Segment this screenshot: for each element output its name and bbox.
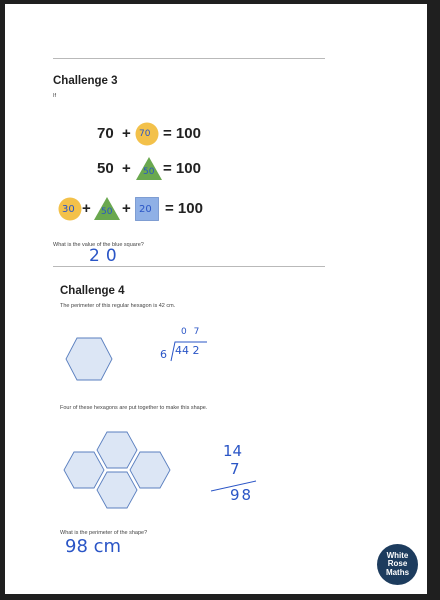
logo-line-3: Maths: [385, 567, 410, 577]
row3-equals: = 100: [165, 200, 203, 217]
if-label: If: [53, 93, 57, 99]
division-dividend: 44 2: [175, 344, 200, 357]
row3-triangle-answer: 50: [101, 207, 113, 217]
worksheet-page: [5, 4, 427, 594]
row1-equals: = 100: [163, 125, 201, 142]
challenge3-question: What is the value of the blue square?: [53, 242, 144, 248]
division-divisor: 6: [160, 348, 167, 361]
row2-equals: = 100: [163, 160, 201, 177]
hexagon-perimeter-text: The perimeter of this regular hexagon is 42 cm.: [60, 303, 176, 309]
row2-number: 50: [97, 160, 114, 177]
row3-plus-2: +: [122, 200, 131, 217]
hexagon-shape-icon: [65, 430, 171, 510]
addition-result: 98: [230, 486, 254, 504]
row2-plus: +: [122, 160, 131, 177]
row2-triangle-answer: 50: [143, 167, 155, 177]
logo-line-2: Rose: [387, 559, 408, 569]
row1-plus: +: [122, 125, 131, 142]
row1-number: 70: [97, 125, 114, 142]
logo-line-1: White: [386, 550, 409, 560]
challenge3-handwritten-answer: 20: [89, 246, 123, 266]
row1-circle-answer: 70: [139, 129, 151, 139]
challenge4-title: Challenge 4: [60, 285, 125, 297]
challenge3-title: Challenge 3: [53, 75, 118, 87]
row3-plus-1: +: [82, 200, 91, 217]
single-hexagon-icon: [65, 337, 113, 381]
hexagon-combine-text: Four of these hexagons are put together to make this shape.: [60, 405, 208, 411]
row3-square-answer: 20: [139, 204, 152, 215]
challenge4-question: What is the perimeter of the shape?: [60, 530, 148, 536]
row3-circle-answer: 30: [62, 204, 75, 215]
addition-top: 14: [223, 442, 243, 460]
addition-bottom: 7: [230, 460, 240, 478]
white-rose-maths-logo: [377, 544, 418, 585]
middle-divider: [53, 266, 325, 267]
top-divider: [53, 58, 325, 59]
division-quotient: 0 7: [181, 327, 202, 337]
challenge4-handwritten-answer: 98 cm: [65, 536, 122, 557]
